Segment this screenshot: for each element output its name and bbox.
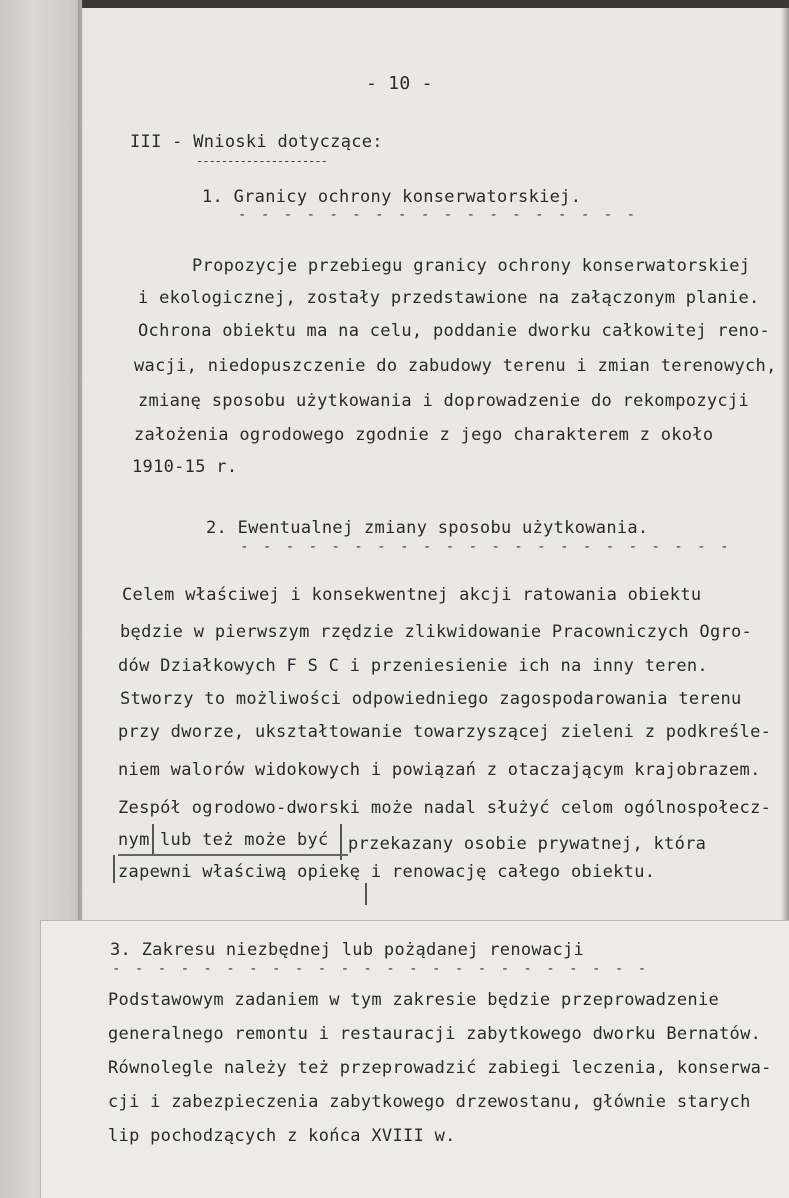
sub1-line-5: zmianę sposobu użytkowania i doprowadzenie do rekompozycji — [138, 391, 750, 411]
sub2-line-1: Celem właściwej i konsekwentnej akcji ratowania obiektu — [122, 585, 702, 605]
page-number: - 10 - — [366, 73, 433, 94]
subsection-1-title: 1. Granicy ochrony konserwatorskiej. — [202, 187, 582, 207]
sub2-line-2: będzie w pierwszym rzędzie zlikwidowanie Pracowniczych Ogro- — [120, 622, 753, 642]
sub1-line-2: i ekologicznej, zostały przedstawione na załączonym planie. — [138, 288, 760, 308]
sub2-line-7: Zespół ogrodowo-dworski może nadal służyć celom ogólnospołecz- — [118, 798, 772, 818]
subsection-2-title: 2. Ewentualnej zmiany sposobu użytkowania. — [206, 518, 649, 538]
sub2-line-6: niem walorów widokowych i powiązań z otaczającym krajobrazem. — [118, 760, 761, 780]
sub2-line-8-part-1: nym — [118, 830, 150, 850]
sub1-line-3: Ochrona obiektu ma na celu, poddanie dworku całkowitej reno- — [138, 321, 771, 341]
subsection-3-underline: - - - - - - - - - - - - - - - - - - - - - - - - — [112, 961, 650, 977]
sub2-line-8-part-3: przekazany osobie prywatnej, która — [348, 834, 707, 854]
subsection-2-underline: - - - - - - - - - - - - - - - - - - - - - - — [240, 539, 732, 555]
margin-mark-4 — [113, 855, 115, 883]
subsection-3-title: 3. Zakresu niezbędnej lub pożądanej renowacji — [110, 940, 585, 960]
subsection-1-underline: - - - - - - - - - - - - - - - - - - — [238, 207, 639, 223]
sub3-line-2: generalnego remontu i restauracji zabytkowego dworku Bernatów. — [108, 1024, 762, 1044]
sub3-line-5: lip pochodzących z końca XVIII w. — [108, 1126, 456, 1146]
sub2-line-8-part-2: lub też może być — [160, 830, 329, 850]
margin-mark-1 — [152, 824, 154, 854]
section-heading: III - Wnioski dotyczące: — [130, 132, 383, 152]
sub3-line-4: cji i zabezpieczenia zabytkowego drzewostanu, głównie starych — [108, 1092, 751, 1112]
scan-top-edge — [0, 0, 789, 8]
section-heading-underline: --------------------- — [196, 154, 327, 168]
sub1-line-1: Propozycje przebiegu granicy ochrony konserwatorskiej — [192, 256, 751, 276]
sub3-line-3: Równolegle należy też przeprowadzić zabiegi leczenia, konserwa- — [108, 1058, 772, 1078]
sub1-line-6: założenia ogrodowego zgodnie z jego charakterem z około — [134, 425, 714, 445]
sub2-line-9: zapewni właściwą opiekę i renowację całego obiektu. — [118, 862, 656, 882]
margin-mark-3 — [118, 854, 348, 856]
sub1-line-4: wacji, niedopuszczenie do zabudowy terenu i zmian terenowych, — [134, 356, 777, 376]
sub2-line-5: przy dworze, ukształtowanie towarzyszącej zieleni z podkreśle- — [118, 722, 772, 742]
sub3-line-1: Podstawowym zadaniem w tym zakresie będzie przeprowadzenie — [108, 990, 720, 1010]
margin-mark-5 — [365, 883, 367, 905]
sub2-line-3: dów Działkowych F S C i przeniesienie ich na inny teren. — [118, 656, 708, 676]
sub2-line-4: Stworzy to możliwości odpowiedniego zagospodarowania terenu — [120, 689, 742, 709]
sub1-line-7: 1910-15 r. — [132, 457, 238, 477]
